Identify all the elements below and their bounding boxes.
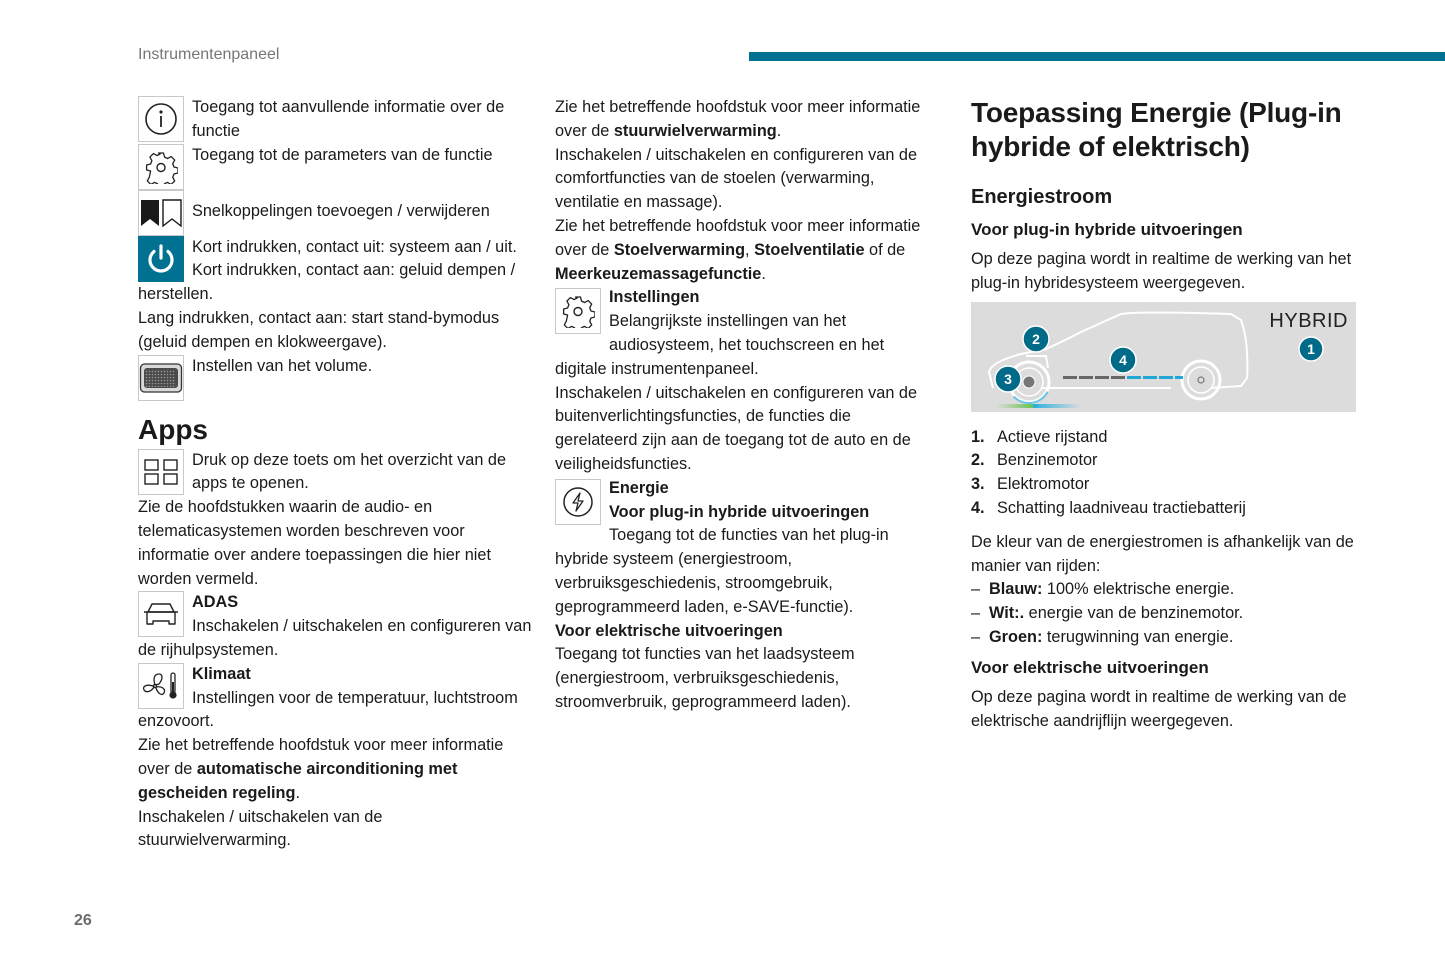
svg-text:1: 1 xyxy=(1307,340,1315,357)
color-item-white: – Wit:. energie van de benzinemotor. xyxy=(971,604,1244,623)
legend-item: 1. Actieve rijstand xyxy=(971,427,1108,446)
lights-text: Inschakelen / uitschakelen en configureren van de buitenverlichtingsfuncties, de functies die gerelateerd zijn aan de toegang tot de auto en de veiligheidsfuncties. xyxy=(555,383,918,473)
mode-label: HYBRID xyxy=(1269,309,1348,332)
shortcuts-text: Snelkoppelingen toevoegen / verwijderen xyxy=(192,201,490,220)
adas-title: ADAS xyxy=(192,593,239,612)
ev-text: Op deze pagina wordt in realtime de werking van de elektrische aandrijflijn weergegeven. xyxy=(971,687,1347,730)
climate-fan-thermometer-icon xyxy=(138,663,184,709)
apps-heading: Apps xyxy=(138,413,208,445)
power-text-short-off: Kort indrukken, contact uit: systeem aan / uit. xyxy=(192,237,517,256)
settings-title: Instellingen xyxy=(609,288,700,307)
settings-entry xyxy=(555,286,935,381)
energy-flow-figure xyxy=(971,302,1356,412)
apps-reference: Zie de hoofdstukken waarin de audio- en telematicasystemen worden beschreven voor informatie over andere toepassingen die hier niet worden vermeld. xyxy=(138,498,491,588)
energy-phev-title: Voor plug-in hybride uitvoeringen xyxy=(609,502,870,521)
energy-title: Energie xyxy=(609,478,669,497)
running-header: Instrumentenpaneel xyxy=(138,46,280,63)
power-entry xyxy=(138,236,533,355)
seats-reference: Zie het betreffende hoofdstuk voor meer informatie over de Stoelverwarming, Stoelventilatie of de Meerkeuzemassagefunctie. xyxy=(555,216,921,283)
column-1 xyxy=(138,96,533,853)
seats-text: Inschakelen / uitschakelen en configureren van de comfortfuncties van de stoelen (verwarming, ventilatie en massage). xyxy=(555,145,918,212)
ev-title: Voor elektrische uitvoeringen xyxy=(971,657,1209,677)
column-3 xyxy=(971,96,1366,733)
apps-entry xyxy=(138,449,533,497)
power-icon xyxy=(138,236,184,282)
volume-entry xyxy=(138,355,533,401)
subsection-title: Energiestroom xyxy=(971,186,1113,208)
phev-title: Voor plug-in hybride uitvoeringen xyxy=(971,220,1243,239)
info-button-entry xyxy=(138,96,533,144)
bookmark-icon xyxy=(138,190,184,236)
apps-grid-icon xyxy=(138,449,184,495)
figure-legend xyxy=(971,426,1366,521)
volume-text: Instellen van het volume. xyxy=(192,356,373,375)
power-text-long: Lang indrukken, contact aan: start stand-bymodus (geluid dempen en klokweergave). xyxy=(138,308,500,351)
settings-text: Belangrijkste instellingen van het audiosysteem, het touchscreen en het digitale instrumentenpaneel. xyxy=(555,312,885,378)
klimaat-entry xyxy=(138,663,533,734)
shortcuts-entry xyxy=(138,190,533,236)
legend-item: 3. Elektromotor xyxy=(971,475,1090,494)
section-title: Toepassing Energie (Plug-in hybride of elektrisch) xyxy=(971,97,1342,162)
color-intro: De kleur van de energiestromen is afhankelijk van de manier van rijden: xyxy=(971,532,1354,575)
column-2 xyxy=(555,96,935,715)
params-text: Toegang tot de parameters van de functie xyxy=(192,145,493,164)
adas-entry xyxy=(138,591,533,662)
info-text: Toegang tot aanvullende informatie over de functie xyxy=(192,98,505,140)
volume-knob-icon xyxy=(138,355,184,401)
phev-text: Op deze pagina wordt in realtime de werking van het plug-in hybridesysteem weergegeven. xyxy=(971,250,1352,292)
klimaat-reference: Zie het betreffende hoofdstuk voor meer informatie over de automatische airconditioning met gescheiden regeling. xyxy=(138,736,504,802)
legend-item: 4. Schatting laadniveau tractiebatterij xyxy=(971,498,1246,517)
adas-text: Inschakelen / uitschakelen en configureren van de rijhulpsystemen. xyxy=(138,617,532,659)
energy-entry xyxy=(555,477,935,525)
svg-text:4: 4 xyxy=(1119,351,1127,368)
svg-text:3: 3 xyxy=(1004,370,1012,387)
klimaat-text: Instellingen voor de temperatuur, luchtstroom enzovoort. xyxy=(138,688,518,731)
header-accent-bar xyxy=(749,52,1445,61)
info-icon xyxy=(138,96,184,142)
energy-ev-text: Toegang tot functies van het laadsysteem (energiestroom, verbruiksgeschiedenis, stroomverbruik, geprogrammeerd laden). xyxy=(555,645,855,711)
steering-heat-text: Inschakelen / uitschakelen van de stuurwielverwarming. xyxy=(138,807,383,850)
params-entry xyxy=(138,144,533,190)
car-icon xyxy=(138,591,184,637)
gear-icon xyxy=(138,144,184,190)
energy-bolt-icon xyxy=(555,479,601,525)
page-number: 26 xyxy=(74,912,92,929)
color-list xyxy=(971,578,1366,649)
power-text-short-on: Kort indrukken, contact aan: geluid dempen / herstellen. xyxy=(138,261,516,304)
color-item-green: – Groen: terugwinning van energie. xyxy=(971,627,1234,646)
svg-text:2: 2 xyxy=(1032,330,1040,347)
energy-phev-text: Toegang tot de functies van het plug-in hybride systeem (energiestroom, verbruiksgeschiedenis, stroomgebruik, geprogrammeerd laden, e-SAVE-functie). xyxy=(555,526,889,616)
klimaat-title: Klimaat xyxy=(192,664,251,683)
steering-heat-reference: Zie het betreffende hoofdstuk voor meer informatie over de stuurwielverwarming. xyxy=(555,98,921,140)
legend-item: 2. Benzinemotor xyxy=(971,451,1098,470)
color-item-blue: – Blauw: 100% elektrische energie. xyxy=(971,580,1235,599)
energy-ev-title: Voor elektrische uitvoeringen xyxy=(555,621,783,640)
gear-icon xyxy=(555,288,601,334)
apps-text: Druk op deze toets om het overzicht van de apps te openen. xyxy=(192,450,507,493)
